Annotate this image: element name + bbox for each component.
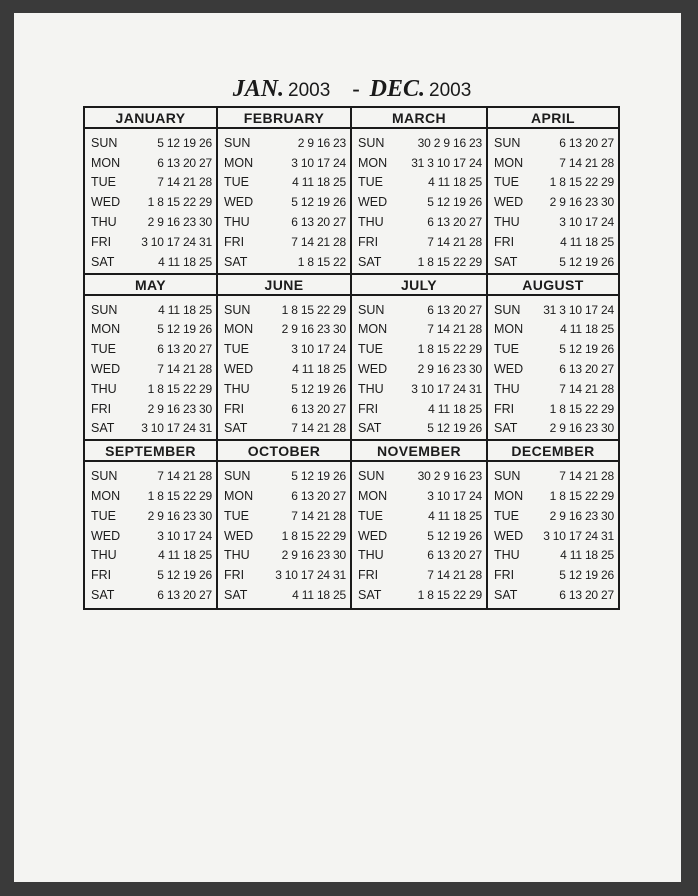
weekday-label: THU <box>224 381 250 396</box>
weekday-row <box>358 133 482 153</box>
weekday-row <box>358 252 482 272</box>
weekday-dates: 2 9 16 23 30 <box>281 322 346 337</box>
weekday-dates: 6 13 20 27 <box>427 302 482 317</box>
weekday-label: SAT <box>358 254 382 269</box>
weekday-dates: 7 14 21 28 <box>427 322 482 337</box>
weekday-label: THU <box>91 548 117 563</box>
weekday-dates: 2 9 16 23 30 <box>147 215 212 230</box>
weekday-dates: 3 10 17 24 31 <box>275 568 346 583</box>
weekday-label: WED <box>224 195 254 210</box>
weekday-row <box>358 565 482 585</box>
weekday-row <box>91 585 212 605</box>
weekday-row <box>494 319 614 339</box>
weekday-row <box>91 173 212 193</box>
weekday-label: FRI <box>224 234 245 249</box>
weekday-row <box>494 486 614 506</box>
weekday-row <box>224 192 346 212</box>
weekday-row <box>358 379 482 399</box>
weekday-dates: 6 13 20 27 <box>427 215 482 230</box>
weekday-dates: 1 8 15 22 29 <box>549 401 614 416</box>
weekday-dates: 3 10 17 24 <box>559 215 614 230</box>
weekday-label: FRI <box>224 568 245 583</box>
weekday-dates: 2 9 16 23 30 <box>417 361 482 376</box>
month-block <box>85 108 218 275</box>
weekday-row <box>224 585 346 605</box>
month-name: NOVEMBER <box>352 441 486 462</box>
weekday-label: FRI <box>91 234 112 249</box>
weekday-label: TUE <box>224 342 249 357</box>
weekday-dates: 7 14 21 28 <box>157 361 212 376</box>
weekday-label: SUN <box>494 135 521 150</box>
weekday-label: WED <box>358 528 388 543</box>
weekday-row <box>91 192 212 212</box>
weekday-label: FRI <box>358 234 379 249</box>
weekday-label: WED <box>224 361 254 376</box>
weekday-row <box>91 526 212 546</box>
weekday-label: SUN <box>358 135 385 150</box>
weekday-label: THU <box>358 548 384 563</box>
weekday-row <box>91 546 212 566</box>
weekday-dates: 4 11 18 25 <box>158 548 212 563</box>
weekday-row <box>494 153 614 173</box>
weekday-label: FRI <box>494 568 515 583</box>
weekday-row <box>494 212 614 232</box>
weekday-dates: 7 14 21 28 <box>157 175 212 190</box>
weekday-label: THU <box>494 381 520 396</box>
weekday-dates: 6 13 20 27 <box>157 342 212 357</box>
weekday-row <box>224 359 346 379</box>
weekday-dates: 2 9 16 23 30 <box>549 508 614 523</box>
weekday-dates: 6 13 20 27 <box>559 135 614 150</box>
month-name: JULY <box>352 275 486 296</box>
weekday-dates: 7 14 21 28 <box>291 421 346 436</box>
end-year: 2003 <box>429 80 472 101</box>
weekday-label: SAT <box>91 588 115 602</box>
weekday-label: THU <box>224 548 250 563</box>
month-days <box>488 129 618 272</box>
weekday-row <box>494 565 614 585</box>
weekday-row <box>224 379 346 399</box>
weekday-row <box>91 212 212 232</box>
weekday-row <box>224 252 346 272</box>
weekday-dates: 2 9 16 23 <box>297 135 346 150</box>
weekday-row <box>358 526 482 546</box>
month-days <box>218 462 350 605</box>
weekday-dates: 3 10 17 24 <box>291 155 346 170</box>
weekday-label: FRI <box>224 401 245 416</box>
start-year: 2003 <box>288 80 331 101</box>
weekday-label: TUE <box>358 508 383 523</box>
month-block <box>218 441 352 608</box>
month-days <box>218 296 350 439</box>
weekday-row <box>358 212 482 232</box>
weekday-label: SUN <box>224 469 251 484</box>
weekday-dates: 1 8 15 22 29 <box>549 175 614 190</box>
weekday-label: SUN <box>91 469 118 484</box>
weekday-row <box>91 300 212 320</box>
weekday-label: MON <box>224 489 254 504</box>
weekday-label: WED <box>91 361 121 376</box>
weekday-row <box>224 232 346 252</box>
weekday-label: MON <box>91 322 121 337</box>
weekday-row <box>91 319 212 339</box>
weekday-dates: 3 10 17 24 31 <box>141 421 212 436</box>
weekday-row <box>358 153 482 173</box>
weekday-row <box>358 486 482 506</box>
weekday-row <box>358 418 482 438</box>
weekday-row <box>494 232 614 252</box>
weekday-label: MON <box>91 489 121 504</box>
weekday-label: TUE <box>494 175 519 190</box>
weekday-row <box>494 546 614 566</box>
weekday-row <box>91 379 212 399</box>
weekday-dates: 6 13 20 27 <box>291 215 346 230</box>
weekday-row <box>91 133 212 153</box>
weekday-label: MON <box>494 489 524 504</box>
weekday-row <box>358 232 482 252</box>
weekday-row <box>494 339 614 359</box>
weekday-dates: 5 12 19 26 <box>427 528 482 543</box>
weekday-label: TUE <box>494 342 519 357</box>
weekday-label: SUN <box>224 135 251 150</box>
weekday-row <box>494 173 614 193</box>
weekday-label: FRI <box>358 568 379 583</box>
weekday-dates: 7 14 21 28 <box>157 469 212 484</box>
weekday-row <box>494 252 614 272</box>
weekday-dates: 6 13 20 27 <box>559 361 614 376</box>
weekday-dates: 4 11 18 25 <box>560 322 614 337</box>
weekday-label: FRI <box>494 234 515 249</box>
weekday-row <box>358 339 482 359</box>
weekday-dates: 1 8 15 22 29 <box>281 302 346 317</box>
weekday-dates: 30 2 9 16 23 <box>417 469 482 484</box>
weekday-row <box>494 379 614 399</box>
weekday-row <box>224 339 346 359</box>
weekday-row <box>358 300 482 320</box>
weekday-row <box>224 486 346 506</box>
weekday-dates: 5 12 19 26 <box>291 195 346 210</box>
weekday-dates: 1 8 15 22 29 <box>549 489 614 504</box>
month-block <box>85 441 218 608</box>
weekday-row <box>358 192 482 212</box>
weekday-row <box>494 300 614 320</box>
weekday-dates: 5 12 19 26 <box>157 568 212 583</box>
weekday-dates: 3 10 17 24 31 <box>411 381 482 396</box>
month-name: FEBRUARY <box>218 108 350 129</box>
weekday-row <box>358 546 482 566</box>
weekday-label: THU <box>494 548 520 563</box>
weekday-label: SAT <box>224 421 248 436</box>
weekday-dates: 4 11 18 25 <box>428 508 482 523</box>
month-name: DECEMBER <box>488 441 618 462</box>
weekday-label: THU <box>494 215 520 230</box>
month-days <box>85 296 216 439</box>
weekday-row <box>358 399 482 419</box>
weekday-dates: 5 12 19 26 <box>559 568 614 583</box>
weekday-dates: 4 11 18 25 <box>560 234 614 249</box>
month-block <box>488 108 618 275</box>
weekday-label: TUE <box>494 508 519 523</box>
weekday-label: WED <box>358 195 388 210</box>
weekday-row <box>224 133 346 153</box>
weekday-dates: 1 8 15 22 29 <box>281 528 346 543</box>
month-block <box>352 108 488 275</box>
month-block <box>488 441 618 608</box>
month-name: JUNE <box>218 275 350 296</box>
weekday-row <box>91 252 212 272</box>
weekday-row <box>358 173 482 193</box>
weekday-dates: 31 3 10 17 24 <box>411 155 482 170</box>
weekday-label: MON <box>358 155 388 170</box>
weekday-dates: 4 11 18 25 <box>292 175 346 190</box>
weekday-row <box>224 319 346 339</box>
month-block <box>218 108 352 275</box>
month-block <box>352 441 488 608</box>
weekday-label: FRI <box>91 568 112 583</box>
weekday-label: SUN <box>91 302 118 317</box>
weekday-label: TUE <box>224 508 249 523</box>
weekday-dates: 5 12 19 26 <box>291 381 346 396</box>
weekday-dates: 7 14 21 28 <box>559 381 614 396</box>
month-days <box>488 296 618 439</box>
weekday-label: TUE <box>358 175 383 190</box>
weekday-label: WED <box>358 361 388 376</box>
weekday-row <box>358 506 482 526</box>
weekday-dates: 2 9 16 23 30 <box>147 508 212 523</box>
weekday-dates: 4 11 18 25 <box>158 302 212 317</box>
weekday-row <box>224 565 346 585</box>
weekday-label: SAT <box>494 421 518 436</box>
weekday-label: SAT <box>358 588 382 602</box>
weekday-row <box>494 585 614 605</box>
weekday-label: SAT <box>224 254 248 269</box>
weekday-row <box>224 506 346 526</box>
calendar-grid <box>83 106 620 610</box>
month-days <box>352 462 486 605</box>
month-name: APRIL <box>488 108 618 129</box>
weekday-row <box>494 506 614 526</box>
weekday-row <box>91 418 212 438</box>
weekday-dates: 5 12 19 26 <box>291 469 346 484</box>
weekday-dates: 6 13 20 27 <box>157 155 212 170</box>
weekday-label: SAT <box>224 588 248 602</box>
weekday-dates: 1 8 15 22 29 <box>147 489 212 504</box>
weekday-dates: 3 10 17 24 <box>427 489 482 504</box>
weekday-dates: 6 13 20 27 <box>291 401 346 416</box>
month-name: OCTOBER <box>218 441 350 462</box>
weekday-dates: 1 8 15 22 29 <box>147 195 212 210</box>
weekday-label: SAT <box>91 254 115 269</box>
weekday-dates: 5 12 19 26 <box>157 135 212 150</box>
month-name: MAY <box>85 275 216 296</box>
weekday-label: MON <box>91 155 121 170</box>
weekday-dates: 7 14 21 28 <box>427 568 482 583</box>
weekday-label: TUE <box>91 175 116 190</box>
weekday-row <box>358 359 482 379</box>
weekday-row <box>224 300 346 320</box>
weekday-label: SUN <box>91 135 118 150</box>
weekday-label: FRI <box>358 401 379 416</box>
weekday-dates: 1 8 15 22 29 <box>417 588 482 602</box>
month-days <box>352 129 486 272</box>
weekday-row <box>224 546 346 566</box>
month-block <box>352 275 488 442</box>
weekday-row <box>358 585 482 605</box>
weekday-label: FRI <box>494 401 515 416</box>
calendar-title <box>84 76 620 103</box>
weekday-row <box>91 339 212 359</box>
weekday-row <box>224 526 346 546</box>
month-name: MARCH <box>352 108 486 129</box>
weekday-label: SAT <box>494 254 518 269</box>
weekday-row <box>91 466 212 486</box>
month-days <box>85 462 216 605</box>
weekday-dates: 7 14 21 28 <box>559 155 614 170</box>
weekday-row <box>494 466 614 486</box>
weekday-dates: 7 14 21 28 <box>291 508 346 523</box>
weekday-dates: 4 11 18 25 <box>292 588 346 602</box>
weekday-label: MON <box>224 322 254 337</box>
weekday-row <box>91 232 212 252</box>
weekday-label: MON <box>494 322 524 337</box>
weekday-dates: 4 11 18 25 <box>560 548 614 563</box>
weekday-label: SUN <box>358 302 385 317</box>
month-block <box>218 275 352 442</box>
weekday-label: WED <box>91 528 121 543</box>
weekday-row <box>358 319 482 339</box>
weekday-label: TUE <box>358 342 383 357</box>
weekday-label: THU <box>224 215 250 230</box>
weekday-label: SUN <box>494 469 521 484</box>
weekday-dates: 4 11 18 25 <box>158 254 212 269</box>
weekday-row <box>494 399 614 419</box>
weekday-dates: 1 8 15 22 29 <box>417 342 482 357</box>
month-name: JANUARY <box>85 108 216 129</box>
weekday-row <box>224 399 346 419</box>
weekday-row <box>91 506 212 526</box>
weekday-dates: 3 10 17 24 31 <box>141 234 212 249</box>
weekday-dates: 6 13 20 27 <box>157 588 212 602</box>
weekday-dates: 2 9 16 23 30 <box>281 548 346 563</box>
weekday-dates: 7 14 21 28 <box>427 234 482 249</box>
weekday-label: SAT <box>91 421 115 436</box>
weekday-dates: 5 12 19 26 <box>559 342 614 357</box>
weekday-dates: 6 13 20 27 <box>291 489 346 504</box>
month-name: AUGUST <box>488 275 618 296</box>
weekday-dates: 2 9 16 23 30 <box>549 195 614 210</box>
weekday-row <box>91 565 212 585</box>
weekday-dates: 3 10 17 24 <box>157 528 212 543</box>
weekday-row <box>358 466 482 486</box>
range-separator: - <box>352 76 360 101</box>
weekday-dates: 2 9 16 23 30 <box>549 421 614 436</box>
month-name: SEPTEMBER <box>85 441 216 462</box>
weekday-row <box>91 359 212 379</box>
weekday-dates: 5 12 19 26 <box>427 195 482 210</box>
start-month: JAN. <box>232 76 285 102</box>
weekday-label: SUN <box>358 469 385 484</box>
weekday-dates: 4 11 18 25 <box>428 175 482 190</box>
weekday-dates: 6 13 20 27 <box>559 588 614 602</box>
weekday-row <box>91 153 212 173</box>
weekday-dates: 30 2 9 16 23 <box>417 135 482 150</box>
end-month: DEC. <box>369 76 426 102</box>
weekday-label: THU <box>358 215 384 230</box>
weekday-label: WED <box>494 528 524 543</box>
weekday-label: SUN <box>494 302 521 317</box>
month-days <box>352 296 486 439</box>
weekday-label: MON <box>224 155 254 170</box>
weekday-dates: 5 12 19 26 <box>157 322 212 337</box>
weekday-row <box>494 526 614 546</box>
weekday-row <box>494 418 614 438</box>
month-days <box>218 129 350 272</box>
weekday-row <box>224 418 346 438</box>
weekday-label: MON <box>494 155 524 170</box>
weekday-dates: 3 10 17 24 <box>291 342 346 357</box>
weekday-row <box>494 133 614 153</box>
weekday-label: WED <box>91 195 121 210</box>
weekday-row <box>494 192 614 212</box>
weekday-dates: 5 12 19 26 <box>427 421 482 436</box>
weekday-label: TUE <box>91 508 116 523</box>
weekday-label: FRI <box>91 401 112 416</box>
weekday-dates: 4 11 18 25 <box>292 361 346 376</box>
weekday-dates: 1 8 15 22 29 <box>147 381 212 396</box>
weekday-label: WED <box>494 195 524 210</box>
weekday-label: THU <box>358 381 384 396</box>
weekday-row <box>91 399 212 419</box>
weekday-label: MON <box>358 489 388 504</box>
weekday-dates: 31 3 10 17 24 <box>543 302 614 317</box>
weekday-row <box>224 212 346 232</box>
month-days <box>85 129 216 272</box>
weekday-row <box>224 173 346 193</box>
weekday-label: THU <box>91 215 117 230</box>
weekday-label: SAT <box>358 421 382 436</box>
weekday-dates: 2 9 16 23 30 <box>147 401 212 416</box>
weekday-dates: 7 14 21 28 <box>559 469 614 484</box>
weekday-dates: 1 8 15 22 29 <box>417 254 482 269</box>
weekday-label: WED <box>494 361 524 376</box>
weekday-label: WED <box>224 528 254 543</box>
weekday-dates: 1 8 15 22 <box>297 254 346 269</box>
weekday-row <box>91 486 212 506</box>
weekday-label: TUE <box>224 175 249 190</box>
weekday-dates: 5 12 19 26 <box>559 254 614 269</box>
weekday-dates: 4 11 18 25 <box>428 401 482 416</box>
weekday-dates: 7 14 21 28 <box>291 234 346 249</box>
month-block <box>85 275 218 442</box>
weekday-dates: 6 13 20 27 <box>427 548 482 563</box>
month-days <box>488 462 618 605</box>
weekday-label: THU <box>91 381 117 396</box>
weekday-dates: 3 10 17 24 31 <box>543 528 614 543</box>
weekday-row <box>224 466 346 486</box>
weekday-label: TUE <box>91 342 116 357</box>
weekday-row <box>494 359 614 379</box>
month-block <box>488 275 618 442</box>
weekday-label: SAT <box>494 588 518 602</box>
weekday-label: MON <box>358 322 388 337</box>
weekday-row <box>224 153 346 173</box>
weekday-label: SUN <box>224 302 251 317</box>
